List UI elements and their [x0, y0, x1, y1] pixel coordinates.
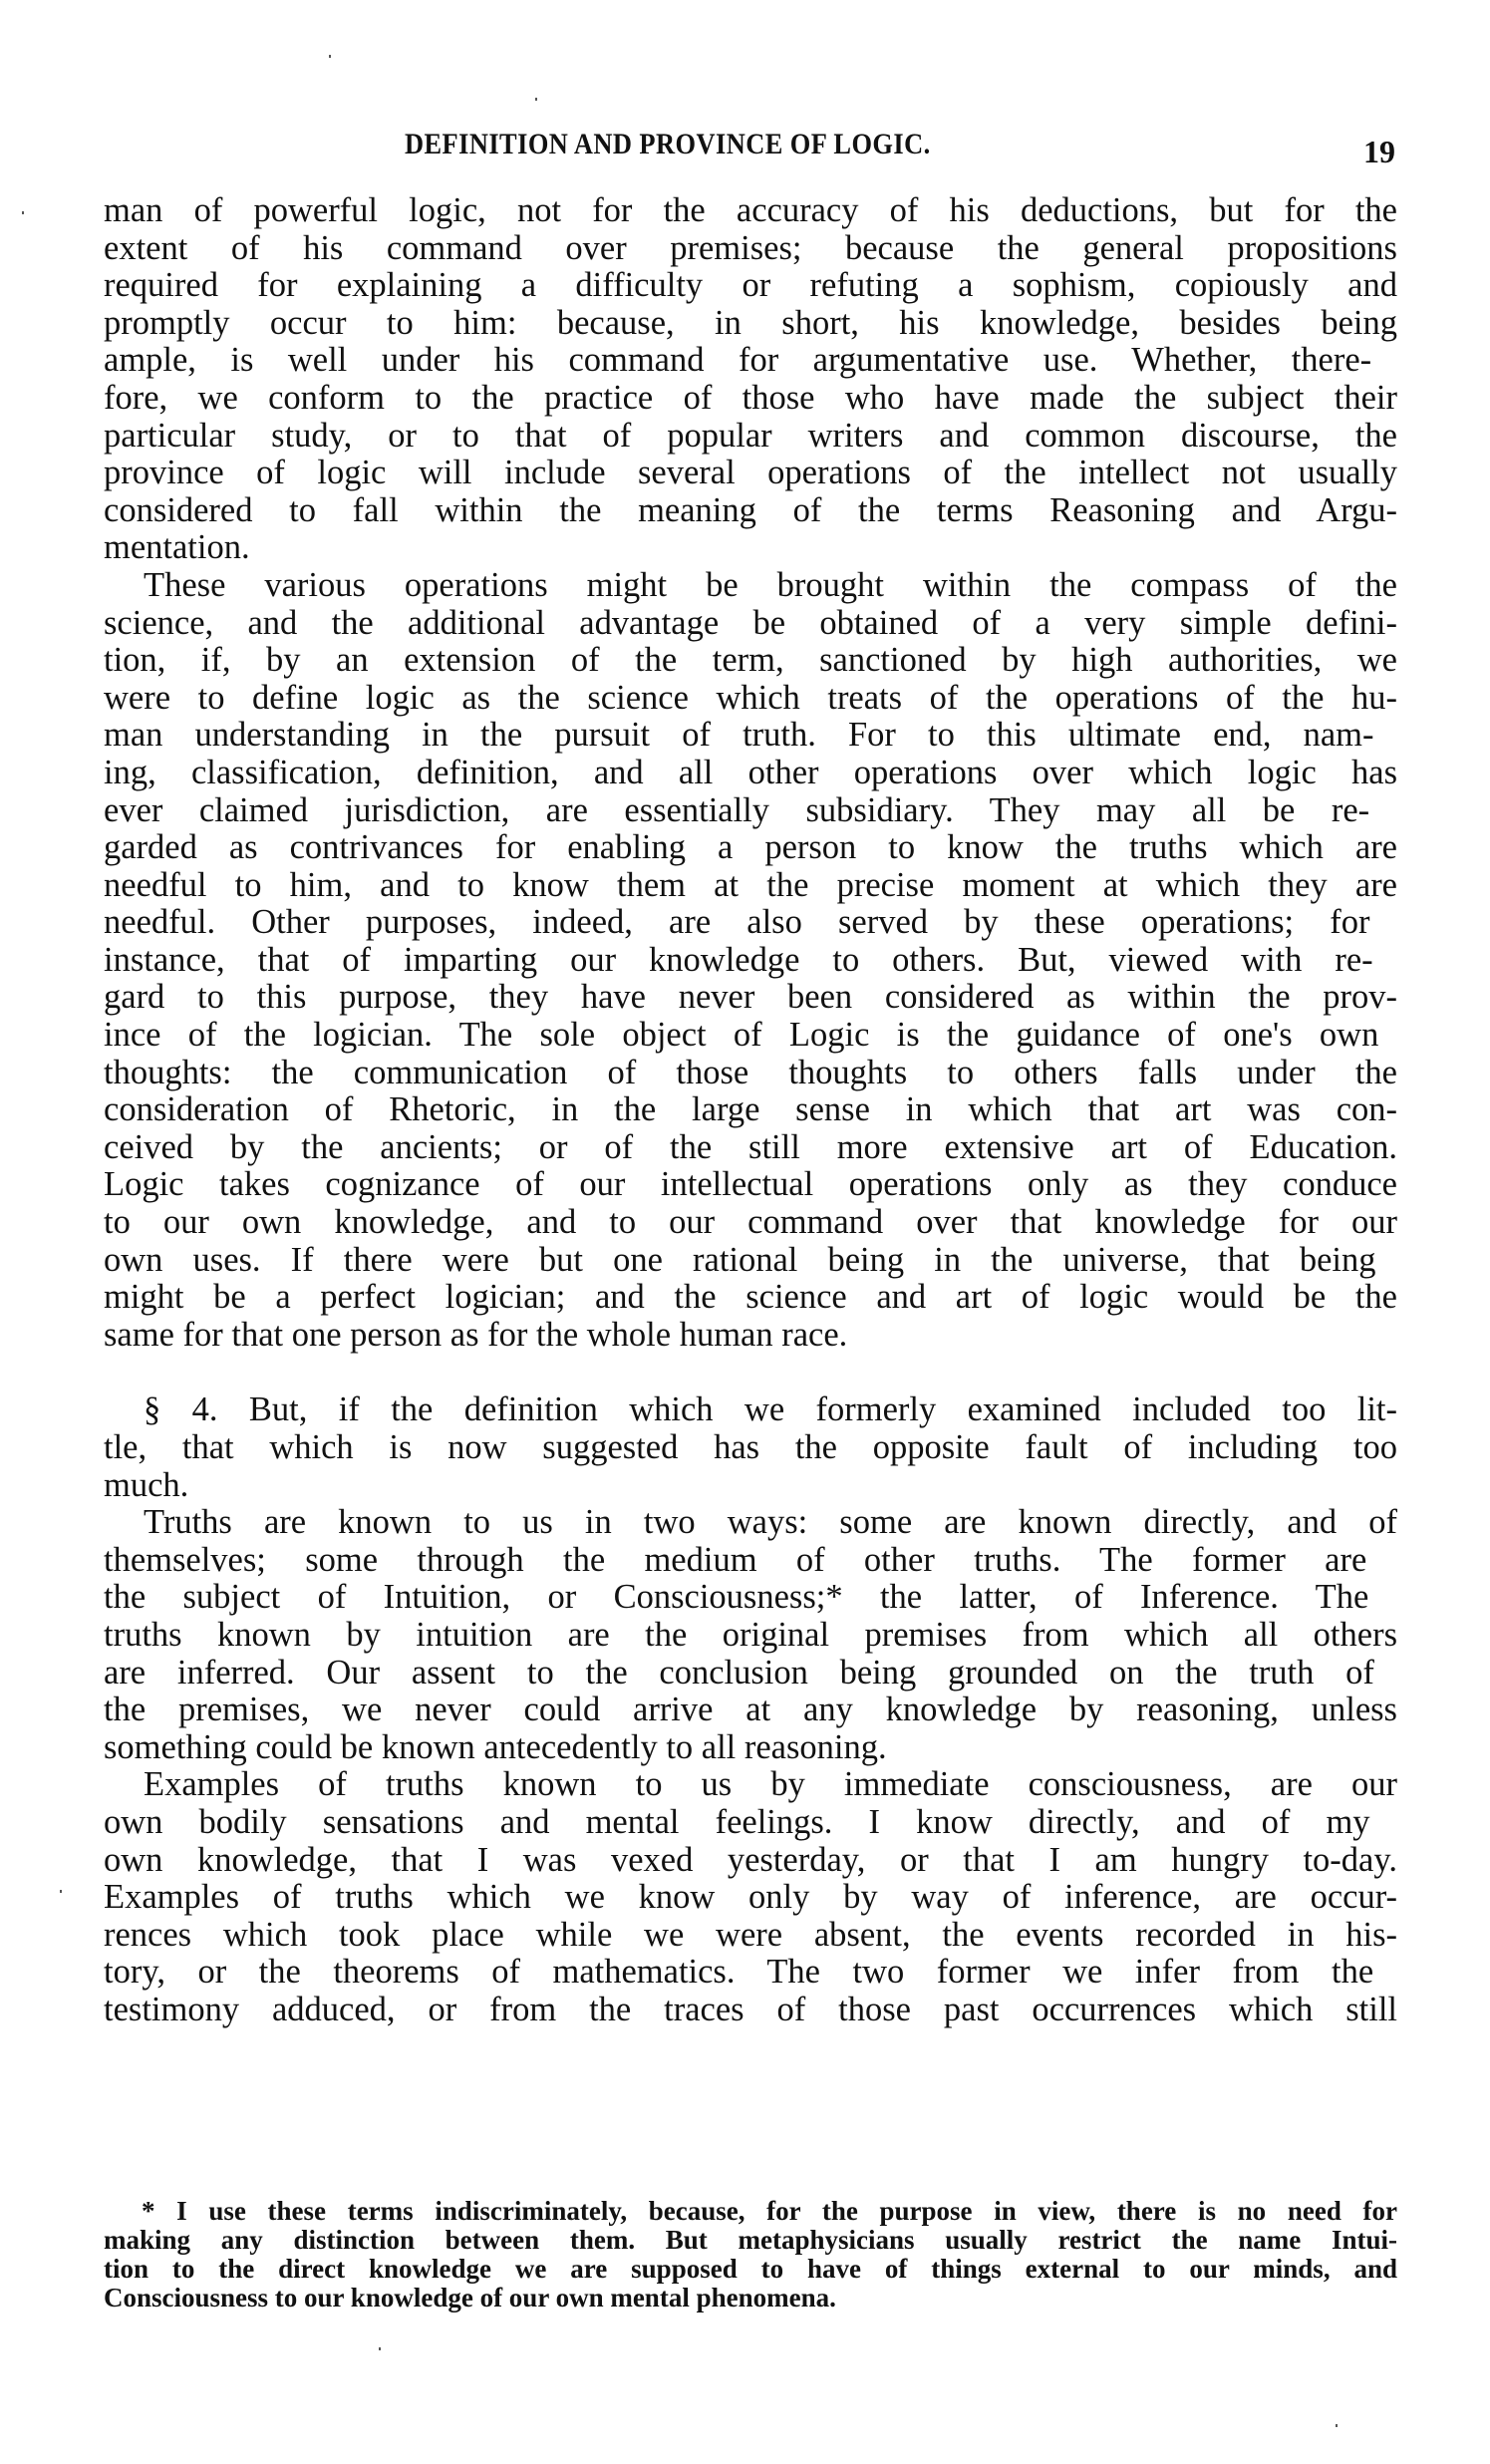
page-number: 19 — [1363, 134, 1395, 169]
running-head: DEFINITION AND PROVINCE OF LOGIC. — [405, 128, 931, 160]
body-line: Examples of truths known to us by immediate consciousness, are our — [144, 1765, 1397, 1804]
footnote — [104, 2197, 1397, 2312]
body-line: rences which took place while we were absent, the events recorded in his- — [104, 1915, 1397, 1954]
body-line: might be a perfect logician; and the science and art of logic would be the — [104, 1278, 1397, 1317]
body-line: much. — [104, 1465, 189, 1504]
body-line: instance, that of imparting our knowledge to others. But, viewed with re- — [104, 940, 1373, 979]
body-line: testimony adduced, or from the traces of those past occurrences which still — [104, 1990, 1397, 2028]
scan-speck — [379, 2347, 381, 2350]
scan-speck — [535, 98, 537, 101]
scan-speck — [329, 55, 331, 58]
body-line: the subject of Intuition, or Consciousness;* the latter, of Inference. The — [104, 1578, 1369, 1617]
body-text — [104, 192, 1397, 2029]
body-line: same for that one person as for the whole human race. — [104, 1315, 848, 1354]
body-line: ever claimed jurisdiction, are essentially subsidiary. They may all be re- — [104, 790, 1370, 829]
body-line: required for explaining a difficulty or refuting a sophism, copiously and — [104, 266, 1397, 305]
body-line: needful. Other purposes, indeed, are also served by these operations; for — [104, 903, 1370, 942]
body-line: man of powerful logic, not for the accuracy of his deductions, but for the — [104, 191, 1397, 229]
body-line: themselves; some through the medium of other truths. The former are — [104, 1540, 1367, 1579]
body-line: own bodily sensations and mental feelings. I know directly, and of my — [104, 1802, 1370, 1841]
body-line: tory, or the theorems of mathematics. The two former we infer from the — [104, 1953, 1374, 1992]
body-line: mentation. — [104, 528, 250, 567]
body-line: province of logic will include several operations of the intellect not usually — [104, 454, 1397, 492]
body-line: gard to this purpose, they have never been considered as within the prov- — [104, 978, 1397, 1017]
body-line: extent of his command over premises; because the general propositions — [104, 228, 1397, 267]
body-line: own uses. If there were but one rational being in the universe, that being — [104, 1240, 1376, 1279]
body-line: § 4. But, if the definition which we formerly examined included too lit- — [144, 1390, 1397, 1429]
body-line: thoughts: the communication of those thoughts to others falls under the — [104, 1053, 1397, 1091]
body-line: Logic takes cognizance of our intellectual operations only as they conduce — [104, 1165, 1397, 1204]
body-line: Examples of truths which we know only by way of inference, are occur- — [104, 1878, 1397, 1917]
body-line: fore, we conform to the practice of those who have made the subject their — [104, 378, 1397, 417]
body-line: promptly occur to him: because, in short, his knowledge, besides being — [104, 303, 1397, 342]
scan-speck — [60, 1890, 62, 1893]
scan-speck — [22, 211, 24, 214]
body-line: garded as contrivances for enabling a person to know the truths which are — [104, 828, 1397, 867]
body-line: considered to fall within the meaning of the terms Reasoning and Argu- — [104, 490, 1397, 529]
footnote-line: Consciousness to our knowledge of our own mental phenomena. — [104, 2283, 836, 2312]
body-line: particular study, or to that of popular writers and common discourse, the — [104, 416, 1397, 455]
body-line: tle, that which is now suggested has the opposite fault of including too — [104, 1428, 1397, 1466]
body-line: something could be known antecedently to all reasoning. — [104, 1727, 887, 1766]
body-line: man understanding in the pursuit of truth. For to this ultimate end, nam- — [104, 716, 1374, 755]
body-line: were to define logic as the science which treats of the operations of the hu- — [104, 678, 1397, 717]
footnote-line: making any distinction between them. But metaphysicians usually restrict the name Intui- — [104, 2225, 1397, 2255]
body-line: own knowledge, that I was vexed yesterday, or that I am hungry to-day. — [104, 1840, 1397, 1879]
footnote-line: * I use these terms indiscriminately, because, for the purpose in view, there is no need for — [142, 2196, 1397, 2226]
body-line: are inferred. Our assent to the conclusion being grounded on the truth of — [104, 1653, 1374, 1692]
body-line: ince of the logician. The sole object of Logic is the guidance of one's own — [104, 1016, 1379, 1055]
footnote-line: tion to the direct knowledge we are supposed to have of things external to our minds, and — [104, 2254, 1397, 2284]
body-line: ing, classification, definition, and all other operations over which logic has — [104, 753, 1397, 791]
body-line: consideration of Rhetoric, in the large sense in which that art was con- — [104, 1090, 1397, 1129]
body-line: These various operations might be brought within the compass of the — [144, 565, 1397, 604]
body-line: Truths are known to us in two ways: some are known directly, and of — [144, 1503, 1397, 1542]
scan-speck — [1336, 2424, 1338, 2427]
body-line: to our own knowledge, and to our command over that knowledge for our — [104, 1203, 1397, 1242]
body-line: tion, if, by an extension of the term, sanctioned by high authorities, we — [104, 641, 1397, 680]
body-line: ceived by the ancients; or of the still more extensive art of Education. — [104, 1127, 1397, 1166]
body-line: the premises, we never could arrive at any knowledge by reasoning, unless — [104, 1691, 1397, 1729]
body-line: truths known by intuition are the original premises from which all others — [104, 1615, 1397, 1654]
body-line: needful to him, and to know them at the precise moment at which they are — [104, 865, 1397, 904]
body-line: science, and the additional advantage be obtained of a very simple defini- — [104, 603, 1397, 642]
body-line: ample, is well under his command for argumentative use. Whether, there- — [104, 341, 1372, 380]
section-gap — [104, 1354, 1397, 1391]
